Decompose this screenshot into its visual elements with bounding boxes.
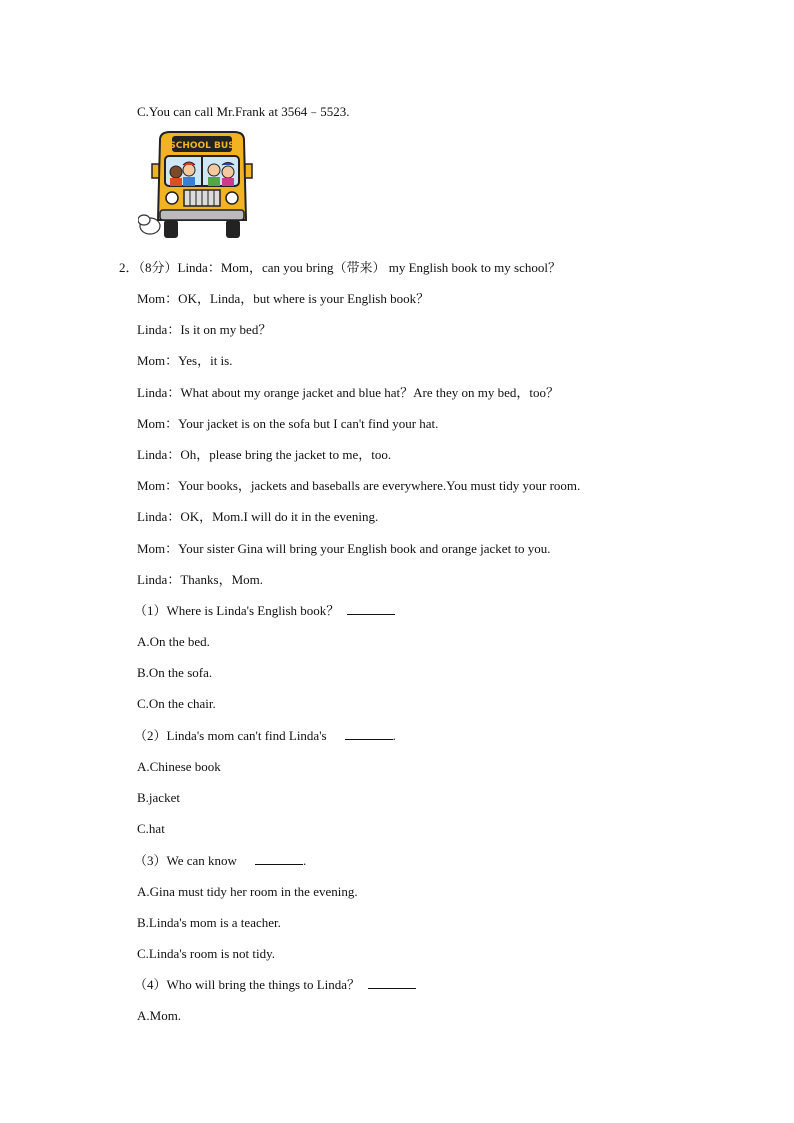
question-2-header: 2．（8分）Linda：Mom，can you bring（带来） my English book to my school？ xyxy=(119,260,561,275)
option-b: B.jacket xyxy=(137,790,180,805)
bus-sign-text: SCHOOL BUS xyxy=(169,141,235,151)
sub-question-4-text: （4）Who will bring the things to Linda？ xyxy=(134,977,361,992)
option-b: B.On the sofa. xyxy=(137,665,213,680)
dialogue-line: Mom：Yes，it is. xyxy=(137,353,233,368)
sub-question-1 xyxy=(134,603,395,619)
dialogue-line: Linda：Is it on my bed？ xyxy=(137,322,272,337)
option-c: C.Linda's room is not tidy. xyxy=(137,946,275,961)
sub-question-2-text: （2）Linda's mom can't find Linda's xyxy=(134,728,327,743)
option-a: A.Mom. xyxy=(137,1008,182,1023)
dialogue-line: Mom：Your jacket is on the sofa but I can't find your hat. xyxy=(137,416,439,431)
sub-question-3-text: （3）We can know xyxy=(134,853,237,868)
dialogue-line: Mom：Your sister Gina will bring your English book and orange jacket to you. xyxy=(137,541,551,556)
sub-question-1-text: （1）Where is Linda's English book？ xyxy=(134,603,340,618)
sub-question-2-end: . xyxy=(392,728,396,743)
option-c: C.hat xyxy=(137,821,165,836)
answer-blank[interactable] xyxy=(255,853,303,865)
answer-blank[interactable] xyxy=(347,603,395,615)
school-bus-illustration xyxy=(138,128,256,250)
option-b: B.Linda's mom is a teacher. xyxy=(137,915,281,930)
dialogue-line: Mom：Your books，jackets and baseballs are everywhere.You must tidy your room. xyxy=(137,478,581,493)
sub-question-3-end: . xyxy=(302,853,307,868)
dialogue-line: Linda：Thanks，Mom. xyxy=(137,572,264,587)
option-a: A.On the bed. xyxy=(137,634,210,649)
sub-question-2 xyxy=(134,728,396,744)
prev-option-c: C.You can call Mr.Frank at 3564﹣5523. xyxy=(137,104,350,119)
dialogue-line: Linda：OK，Mom.I will do it in the evening. xyxy=(137,509,379,524)
option-a: A.Gina must tidy her room in the evening. xyxy=(137,884,358,899)
sub-question-3 xyxy=(134,853,306,869)
dialogue-line: Linda：What about my orange jacket and blue hat？Are they on my bed，too？ xyxy=(137,385,560,400)
answer-blank[interactable] xyxy=(345,728,393,740)
dialogue-line: Mom：OK，Linda，but where is your English book？ xyxy=(137,291,430,306)
dialogue-line: Linda：Oh，please bring the jacket to me，too. xyxy=(137,447,392,462)
option-a: A.Chinese book xyxy=(137,759,221,774)
sub-question-4 xyxy=(134,977,416,993)
option-c: C.On the chair. xyxy=(137,696,216,711)
answer-blank[interactable] xyxy=(368,977,416,989)
